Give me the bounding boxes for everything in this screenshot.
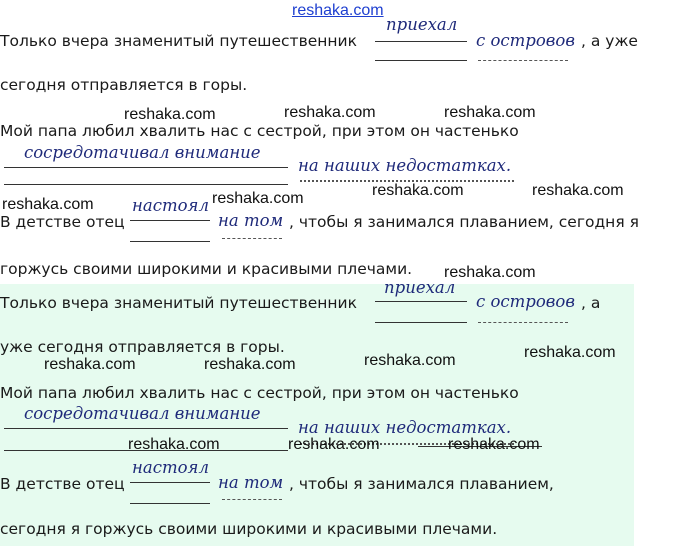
watermark: reshaka.com <box>124 106 216 123</box>
answer-sentence-2-line-1: Мой папа любил хвалить нас с сестрой, при этом он частенько <box>0 384 519 402</box>
watermark: reshaka.com <box>128 436 220 453</box>
watermark: reshaka.com <box>364 352 456 369</box>
answer-predicate-underline-1 <box>375 301 467 302</box>
predicate-underline-5 <box>130 220 210 221</box>
answer-handwritten-object-2: на наших недостатках. <box>298 418 512 437</box>
answer-handwritten-predicate-2: сосредотачивал внимание <box>24 404 261 423</box>
answer-sentence-1-line-2: уже сегодня отправляется в горы. <box>0 338 285 356</box>
answer-sentence-1-start: Только вчера знаменитый путешественник <box>0 294 357 312</box>
sentence-1-start: Только вчера знаменитый путешественник <box>0 32 357 50</box>
watermark: reshaka.com <box>44 356 136 373</box>
answer-predicate-underline-5 <box>130 482 210 483</box>
watermark: reshaka.com <box>444 264 536 281</box>
watermark: reshaka.com <box>444 104 536 121</box>
watermark: reshaka.com <box>288 436 380 453</box>
answer-adverbial-underline-1 <box>478 322 568 323</box>
answer-sentence-1-end: , а <box>581 294 601 312</box>
answer-predicate-underline-6 <box>130 503 210 504</box>
predicate-underline-1 <box>375 41 467 42</box>
predicate-underline-6 <box>130 241 210 242</box>
object-underline-3 <box>222 238 282 239</box>
sentence-1-line-2: сегодня отправляется в горы. <box>0 76 248 94</box>
sentence-1-end: , а уже <box>581 32 638 50</box>
watermark: reshaka.com <box>372 182 464 199</box>
watermark: reshaka.com <box>204 356 296 373</box>
handwritten-predicate-3: настоял <box>132 196 209 215</box>
predicate-underline-3 <box>4 167 288 168</box>
handwritten-adverbial-1: с островов <box>476 31 575 50</box>
watermark: reshaka.com <box>212 190 304 207</box>
watermark: reshaka.com <box>524 344 616 361</box>
answer-handwritten-adverbial-1: с островов <box>476 292 575 311</box>
watermark: reshaka.com <box>284 104 376 121</box>
answer-handwritten-predicate-3: настоял <box>132 458 209 477</box>
watermark: reshaka.com <box>2 196 94 213</box>
adverbial-underline-1 <box>478 60 568 61</box>
answer-predicate-underline-2 <box>375 322 467 323</box>
predicate-underline-4 <box>4 184 288 185</box>
watermark: reshaka.com <box>532 182 624 199</box>
handwritten-object-3: на том <box>218 211 284 230</box>
handwritten-predicate-2: сосредотачивал внимание <box>24 143 261 162</box>
answer-sentence-3-start: В детстве отец <box>0 475 125 493</box>
predicate-underline-2 <box>375 60 467 61</box>
sentence-2-line-1: Мой папа любил хвалить нас с сестрой, при этом он частенько <box>0 122 519 140</box>
sentence-3-start: В детстве отец <box>0 213 125 231</box>
sentence-3-line-2: горжусь своими широкими и красивыми плечами. <box>0 260 413 278</box>
answer-sentence-3-end: , чтобы я занимался плаванием, <box>289 475 554 493</box>
watermark-top[interactable]: reshaka.com <box>292 2 384 19</box>
sentence-3-end: , чтобы я занимался плаванием, сегодня я <box>289 213 639 231</box>
answer-sentence-3-line-2: сегодня я горжусь своими широкими и красивыми плечами. <box>0 520 498 538</box>
answer-predicate-underline-3 <box>4 428 288 429</box>
answer-object-underline-3 <box>222 499 282 500</box>
answer-handwritten-predicate-1: приехал <box>384 278 456 297</box>
handwritten-object-2: на наших недостатках. <box>298 156 512 175</box>
handwritten-predicate-1: приехал <box>386 15 458 34</box>
watermark: reshaka.com <box>448 436 540 453</box>
answer-handwritten-object-3: на том <box>218 473 284 492</box>
